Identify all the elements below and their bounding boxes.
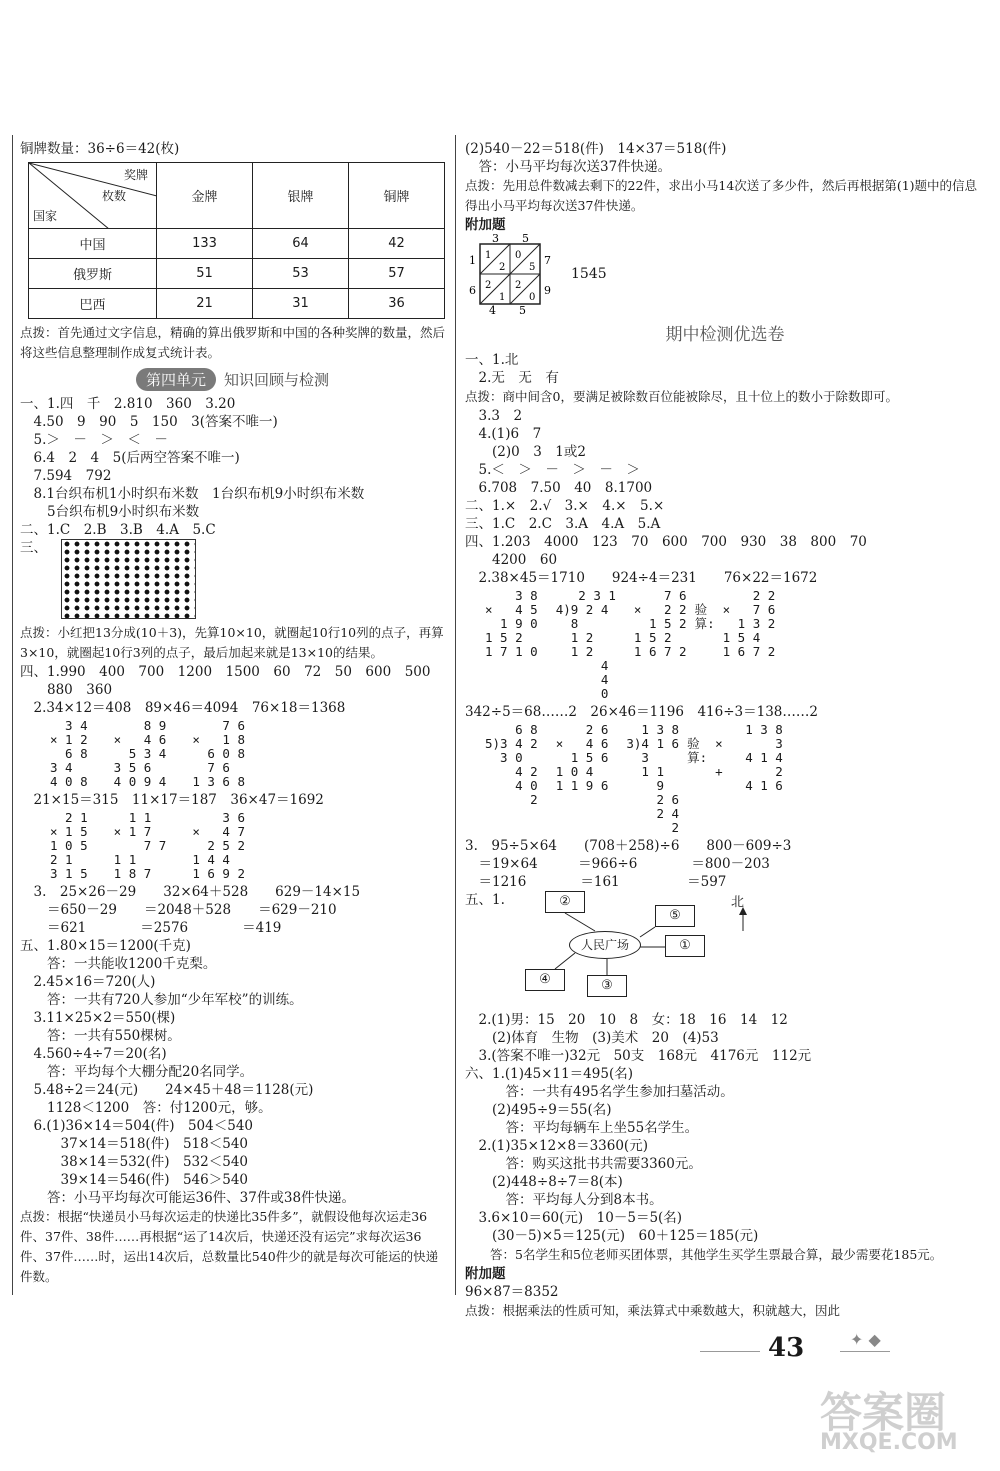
answer-line: 342÷5＝68……2 26×46＝1196 416÷3＝138……2 [465,704,818,720]
answer-line: 4200 60 [465,552,558,568]
table-row [29,289,445,319]
lattice-digit: 5 [522,234,529,245]
vertical-calc-row [50,719,445,789]
answer-line: 6.(1)36×14＝504(件) 504＜540 [20,1118,254,1134]
answer-line: (30－5)×5＝125(元) 60＋125＝185(元) [465,1228,759,1244]
answer-line: 5.＜ ＞ － ＞ － ＞ [465,462,640,478]
diag-bottom-label: 国家 [33,209,58,223]
answer-line: 答：平均每个大棚分配20名同学。 [20,1064,254,1080]
answer-line: 96×87＝8352 [465,1284,559,1300]
hint-paragraph: 点拨：首先通过文字信息，精确的算出俄罗斯和中国的各种奖牌的数量，然后将这些信息整理制作成复式统计表。 [20,325,446,360]
answer-line: (2)495÷9＝55(名) [465,1102,612,1118]
page-number-rule [700,1351,760,1352]
answer-line: 3.(答案不唯一)32元 50支 168元 4176元 112元 [465,1048,812,1064]
extra-question-title: 附加题 [465,217,506,233]
hint-paragraph: 点拨：根据“快递员小马每次运走的快递比35件多”，就假设他每次运走36件、37件、38件……再根据“运了14次后，快递还没有运完”求每次运36件、37件……时，运出14次后，总数量比540件少的就是每次可能运的快递件数。 [20,1209,439,1284]
answer-line: 6.4 2 4 5(后两空答案不唯一) [20,450,240,466]
north-label: 北 [731,895,745,910]
answer-line: 三、1.C 2.C 3.A 4.A 5.A [465,516,661,532]
answer-line: 答：购买这批书共需要3360元。 [465,1156,702,1172]
answer-line: 2.(1)男：15 20 10 8 女：18 16 14 12 [465,1012,788,1028]
answer-line: (2)体育 生物 (3)美术 20 (4)53 [465,1030,719,1046]
vertical-calc: 7 6 × 2 2 1 5 2 1 5 2 1 6 7 2 [633,588,687,659]
vertical-calc-row [50,811,445,881]
diag-mid-label: 枚数 [101,189,126,203]
answer-line: 四、1.203 4000 123 70 600 700 930 38 800 70 [465,534,867,550]
vertical-calc: 2 3 1 4)9 2 4 8 1 2 1 2 4 4 0 [555,588,616,701]
header-bronze: 铜牌 [349,163,445,229]
lattice-cell: 0 [515,250,522,261]
vertical-calc-row [485,723,985,835]
answer-line: (2)448÷8÷7＝8(本) [465,1174,623,1190]
vertical-calc: 3 6 × 4 7 2 5 2 1 4 4 1 6 9 2 [192,810,246,881]
vertical-calc: 2 2 × 7 6 1 3 2 1 5 4 1 6 7 2 [722,588,776,659]
answer-line: 二、1.C 2.B 3.B 4.A 5.C [20,522,216,538]
vertical-calc: 8 9 × 4 6 5 3 4 3 5 6 4 0 9 4 [113,718,167,789]
value-cell: 42 [349,229,445,259]
lattice-digit: 7 [544,254,551,267]
table-row [29,259,445,289]
answer-line: 答：一共能收1200千克梨。 [20,956,217,972]
left-column [20,140,445,1287]
column-divider [455,135,456,1295]
extra-question-title: 附加题 [465,1266,506,1282]
map-center-square: 人民广场 [569,931,641,959]
lattice-cell: 1 [499,292,506,303]
map-figure [465,891,985,1011]
answer-line: 答：平均每人分到8本书。 [465,1192,663,1208]
answer-line: 四、1.990 400 700 1200 1500 60 72 50 600 500 [20,664,431,680]
value-cell: 57 [349,259,445,289]
answer-line: 39×14＝546(件) 546＞540 [20,1172,249,1188]
hint-paragraph: 点拨：先用总件数减去剩下的22件，求出小马14次送了多少件，然后再根据第(1)题中的信息得出小马平均每次送37件快递。 [465,178,978,213]
value-cell: 21 [157,289,253,319]
lattice-digit: 6 [469,284,476,297]
table-row [29,229,445,259]
lattice-grid [465,234,555,314]
answer-line: 3. 95÷5×64 (708＋258)÷6 800－609÷3 [465,838,792,854]
country-cell: 巴西 [29,289,157,319]
lattice-multiplication [465,234,985,314]
right-column [465,140,985,1321]
vertical-calc: 2 6 × 4 6 1 5 6 1 0 4 1 1 9 6 [555,722,609,793]
unit-heading [20,367,445,391]
answer-line: 5台织布机9小时织布米数 [20,504,200,520]
answer-line: 1128＜1200 答：付1200元，够。 [20,1100,272,1116]
lattice-cell: 5 [529,262,536,273]
vertical-calc: 1 3 8 × 3 4 1 4 + 2 4 1 6 [715,722,783,793]
vertical-calc: 3 4 × 1 2 6 8 3 4 4 0 8 [50,718,88,789]
answer-line: 一、1.北 [465,352,519,368]
answer-line: 六、1.(1)45×11＝495(名) [465,1066,633,1082]
map-diagram [525,891,825,1011]
lattice-cell: 1 [485,250,492,261]
map-label: 五、1. [465,892,505,908]
map-node-3: ③ [587,975,627,997]
answer-line: 一、1.四 千 2.810 360 3.20 [20,396,236,412]
answers-block-c [465,407,985,587]
answer-line: 2.34×12＝408 89×46＝4094 76×18＝1368 [20,700,346,716]
answer-line: 2.45×16＝720(人) [20,974,156,990]
answer-line: (2)540－22＝518(件) 14×37＝518(件) [465,141,727,157]
check-label: 验 算: [687,736,708,765]
page-number: 43 [768,1333,805,1363]
lattice-digit: 5 [519,304,526,314]
answer-line: 38×14＝532(件) 532＜540 [20,1154,249,1170]
watermark-logo: 答案圈 [820,1388,947,1437]
vertical-calc: 1 3 8 3)4 1 6 3 1 1 9 2 6 2 4 2 [626,722,680,835]
answer-line: 5.＞ － ＞ ＜ － [20,432,168,448]
map-node-2: ② [545,891,585,913]
answer-line: 答：小马平均每次可能运36件、37件或38件快递。 [20,1190,356,1206]
left-margin-rule [12,135,13,1295]
hint-paragraph: 点拨：小红把13分成(10＋3)，先算10×10，就圈起10行10列的点子，再算3×10，就圈起10行3列的点子，最后加起来就是13×10的结果。 [20,625,444,660]
vertical-calc: 2 1 × 1 5 1 0 5 2 1 3 1 5 [50,810,88,881]
answers-block-d [20,883,445,1207]
hint-paragraph: 点拨：商中间含0，要满足被除数百位能被除尽，且十位上的数小于除数即可。 [465,389,898,404]
vertical-calc: 6 8 5)3 4 2 3 0 4 2 4 0 2 [485,722,538,807]
check-label: 验 算: [694,602,715,631]
lattice-cell: 0 [529,292,536,303]
country-cell: 俄罗斯 [29,259,157,289]
answer-line: 答：平均每辆车上坐55名学生。 [465,1120,699,1136]
answer-line: 2.38×45＝1710 924÷4＝231 76×22＝1672 [465,570,818,586]
value-cell: 51 [157,259,253,289]
map-node-1: ① [665,935,705,957]
value-cell: 36 [349,289,445,319]
unit-title: 知识回顾与检测 [224,370,330,389]
answer-line: 4.(1)6 7 [465,426,542,442]
answer-line: 4.50 9 90 5 150 3(答案不唯一) [20,414,278,430]
country-cell: 中国 [29,229,157,259]
answer-paragraph: 答：5名学生和5位老师买团体票，其他学生买学生票最合算，最少需要花185元。 [465,1247,943,1262]
answer-line: 2.无 无 有 [465,370,559,386]
vertical-calc: 7 6 × 1 8 6 0 8 7 6 1 3 6 8 [192,718,246,789]
answer-line: 6.708 7.50 40 8.1700 [465,480,653,496]
watermark-url: MXQE.COM [820,1430,958,1455]
bronze-count-line: 铜牌数量：36÷6＝42(枚) [20,141,180,157]
answer-line: 37×14＝518(件) 518＜540 [20,1136,249,1152]
star-icon: ✦ ◆ [850,1330,881,1349]
answer-line: 答：一共有720人参加“少年军校”的训练。 [20,992,303,1008]
answers-block-f [465,1011,985,1301]
lattice-cell: 2 [485,280,492,291]
lattice-digit: 4 [489,304,496,314]
answer-line: 3. 25×26－29 32×64＋528 629－14×15 [20,884,361,900]
answer-line: 4.560÷4÷7＝20(名) [20,1046,167,1062]
answer-line: 7.594 792 [20,468,112,484]
answer-line: 3.11×25×2＝550(棵) [20,1010,176,1026]
dot-array-figure [61,539,196,619]
answer-line: 3.3 2 [465,408,523,424]
answer-line: 答：一共有495名学生参加扫墓活动。 [465,1084,734,1100]
value-cell: 133 [157,229,253,259]
answer-line: 答：小马平均每次送37件快递。 [465,159,672,175]
answer-line: ＝621 ＝2576 ＝419 [20,920,282,936]
lattice-digit: 3 [492,234,499,245]
answer-line: ＝650－29 ＝2048＋528 ＝629－210 [20,902,337,918]
lattice-digit: 1 [469,254,476,267]
answer-line: 五、1.80×15＝1200(千克) [20,938,191,954]
answer-line: 2.(1)35×12×8＝3360(元) [465,1138,648,1154]
answer-line: ＝1216 ＝161 ＝597 [465,874,727,890]
page-number-rule [840,1351,890,1352]
answers-block-a [20,395,445,623]
answer-line: (2)0 3 1或2 [465,444,586,460]
vertical-calc: 1 1 × 1 7 7 7 1 1 1 8 7 [113,810,167,881]
answer-line: 三、 [20,540,47,556]
value-cell: 53 [253,259,349,289]
lattice-cell: 2 [499,262,506,273]
answer-line: 21×15＝315 11×17＝187 36×47＝1692 [20,792,324,808]
answer-line: 8.1台织布机1小时织布米数 1台织布机9小时织布米数 [20,486,365,502]
answer-line: 二、1.× 2.√ 3.× 4.× 5.× [465,498,665,514]
header-gold: 金牌 [157,163,253,229]
hint-paragraph: 点拨：根据乘法的性质可知，乘法算式中乘数越大，积就越大，因此 [465,1303,841,1318]
diag-top-label: 奖牌 [123,168,148,182]
exam-title: 期中检测优选卷 [665,325,785,345]
unit-badge: 第四单元 [136,368,216,391]
answer-line: 3.6×10＝60(元) 10－5＝5(名) [465,1210,683,1226]
vertical-calc-row [485,589,985,701]
dot-array-row [20,539,445,623]
medal-table-diagonal-header [29,163,157,229]
lattice-digit: 9 [544,284,551,297]
value-cell: 64 [253,229,349,259]
lattice-result: 1545 [571,266,607,282]
map-node-4: ④ [525,969,565,991]
map-node-5: ⑤ [655,905,695,927]
lattice-cell: 2 [515,280,522,291]
medal-table [28,162,445,319]
header-silver: 银牌 [253,163,349,229]
value-cell: 31 [253,289,349,319]
answer-line: 880 360 [20,682,113,698]
answer-line: 5.48÷2＝24(元) 24×45＋48＝1128(元) [20,1082,314,1098]
answer-line: 答：一共有550棵树。 [20,1028,181,1044]
answer-line: ＝19×64 ＝966÷6 ＝800－203 [465,856,770,872]
vertical-calc: 3 8 × 4 5 1 9 0 1 5 2 1 7 1 0 [485,588,538,659]
